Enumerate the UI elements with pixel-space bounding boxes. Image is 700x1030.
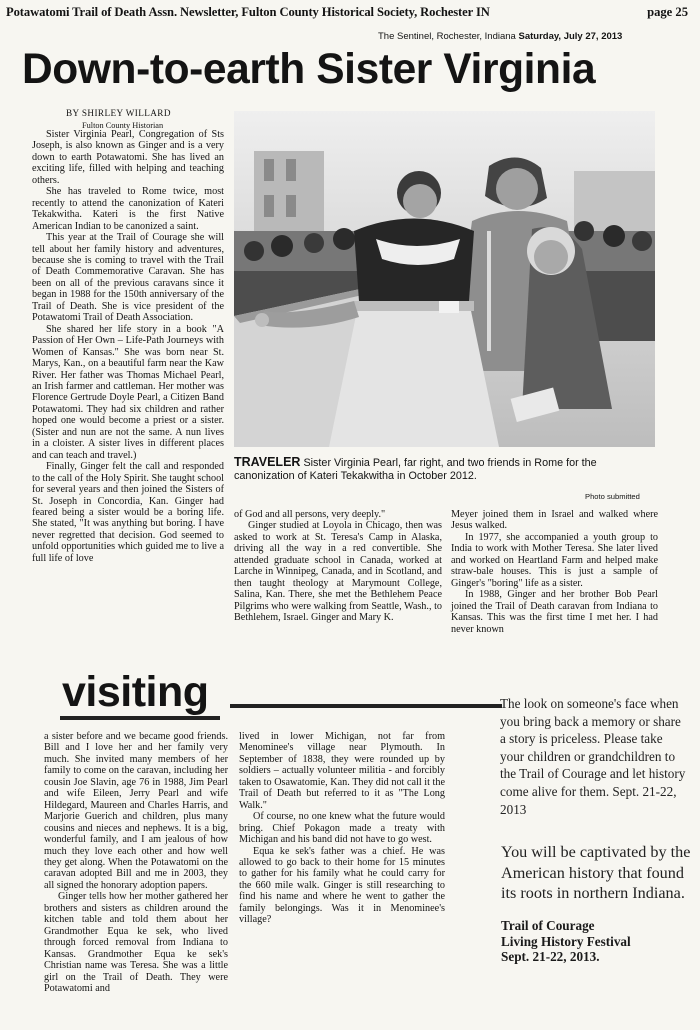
article-column-2 xyxy=(234,509,442,624)
paragraph: She has traveled to Rome twice, most recently to attend the canonization of Kateri Tekakwitha. Kateri is the first Native American Indian to be canonized a saint. xyxy=(32,186,224,232)
caption-text: Sister Virginia Pearl, far right, and two friends in Rome for the canonization of Kateri Tekakwitha in October 2012. xyxy=(234,457,597,482)
paragraph: Sister Virginia Pearl, Congregation of Sts Joseph, is also known as Ginger and is a very down to earth Potawatomi. She has lived an exciting life, filled with helping and teaching others. xyxy=(32,129,224,186)
article-column-4 xyxy=(44,731,228,994)
article-column-3 xyxy=(451,509,658,635)
paragraph: lived in lower Michigan, not far from Menominee's village near Plymouth. In September of 1838, they were rounded up by soldiers – actually volunteer militia - and forcibly taken to Osawatomie, Kan. They did not call it the Trail of Death but referred to it as "The Long Walk." xyxy=(239,731,445,811)
paragraph: Of course, no one knew what the future would bring. Chief Pokagon made a treaty with Michigan and his band did not have to go west. xyxy=(239,811,445,846)
dateline xyxy=(378,31,622,42)
jump-head: visiting xyxy=(62,668,209,716)
promo-quote: The look on someone's face when you bring back a memory or share a story is priceless. Please take your children or grandchildren to the Trail of Courage and let history come alive for them. Sept. 21-22, 2013 xyxy=(500,696,686,817)
photo-caption xyxy=(234,456,656,483)
jump-rule xyxy=(60,716,220,720)
dateline-source: The Sentinel, Rochester, Indiana xyxy=(378,31,516,42)
paragraph: Equa ke sek's father was a chief. He was allowed to go back to their home for 15 minutes to gather for his family what he could carry for the 660 mile walk. Ginger is still researching to find his name and where he went to gather the family belongings. Was it in Menominee's village? xyxy=(239,845,445,926)
paragraph: Finally, Ginger felt the call and responded to the call of the Holy Spirit. She taught school for several years and then joined the Sisters of St. Joseph in Concordia, Kan. Ginger had feared being a sister would be a boring life. She stated, "It was anything but boring. I have never regretted that decision. God seemed to unfold opportunities which guided me to live a full life of love xyxy=(32,461,224,564)
headline: Down-to-earth Sister Virginia xyxy=(22,46,596,93)
event-subtitle: Living History Festival xyxy=(501,933,631,949)
byline-role: Fulton County Historian xyxy=(82,121,164,130)
paragraph: Meyer joined them in Israel and walked where Jesus walked. xyxy=(451,509,658,532)
article-column-1 xyxy=(32,129,224,564)
event-date: Sept. 21-22, 2013. xyxy=(501,949,600,965)
photo-illustration xyxy=(234,111,655,447)
section-rule xyxy=(230,704,502,708)
newsletter-header: Potawatomi Trail of Death Assn. Newsletter, Fulton County Historical Society, Rochester IN xyxy=(6,5,490,19)
event-name: Trail of Courage xyxy=(501,918,595,933)
paragraph: This year at the Trail of Courage she will tell about her family history and adventures, because she is coming to travel with the Trail of Death Commemorative Caravan. She has been on all of the previous caravans since it began in 1988 for the 150th anniversary of the Trail of Death. She is vice president of the Potawatomi Trail of Death Association. xyxy=(32,232,224,324)
paragraph: Ginger studied at Loyola in Chicago, then was asked to work at St. Teresa's Camp in Alaska, driving all the way in a red convertible. She attended graduate school in Canada, worked at Larche in Winnipeg, Canada, and in Scotland, and then taught theology at Marymount College, Salina, Kan. There, she met the Bethlehem Peace Pilgrims who were walking from Seattle, Wash., to Bethlehem, Israel. Ginger and Mary K. xyxy=(234,520,442,624)
paragraph: of God and all persons, very deeply." xyxy=(234,509,386,520)
dateline-date: Saturday, July 27, 2013 xyxy=(518,31,623,42)
page-number: page 25 xyxy=(647,5,688,19)
byline: BY SHIRLEY WILLARD xyxy=(66,108,171,118)
article-column-5 xyxy=(239,731,445,926)
photo-sister-virginia-rome xyxy=(234,111,655,447)
paragraph: In 1988, Ginger and her brother Bob Pearl joined the Trail of Death caravan from Indiana to Kansas. This was the first time I met her. I had never known xyxy=(451,589,658,635)
promo-event xyxy=(501,918,691,965)
paragraph: Ginger tells how her mother gathered her brothers and sisters as children around the kitchen table and told them about her Grandmother Equa ke sek, who lived through forced removal from Indiana to Kansas. Grandmother Equa ke sek's Christian name was Teresa. She was a little girl on the Trail of Death. They were Potawatomi and xyxy=(44,891,228,994)
caption-lead: TRAVELER xyxy=(234,455,301,469)
promo-tagline: You will be captivated by the American history that found its roots in northern Indiana. xyxy=(501,843,691,903)
paragraph: In 1977, she accompanied a youth group to India to work with Mother Teresa. She later lived and worked on Heartland Farm and helped make straw-bale houses. This is just a sample of Ginger's "boring" life as a sister. xyxy=(451,531,658,589)
paragraph: She shared her life story in a book "A Passion of Her Own – Life-Path Journeys with Women of Kansas." She was born near St. Marys, Kan., on a beautiful farm near the Kaw River. Her father was Thomas Michael Pearl, an Irish farmer and cattleman. Her mother was Florence Gertrude Doyle Pearl, a Citizen Band Potawatomi. They had six children and rather hoped one would become a priest or a sister. (Sister and nun are not the same. A nun lives in a cloister. A sister lives in different places and can teach and travel.) xyxy=(32,323,224,461)
paragraph: a sister before and we became good friends. Bill and I love her and her family very much. She invited many members of her family to come on the caravan, including her cousin Joe Slavin, age 76 in 1988, Jim Pearl and wife Eileen, Jerry Pearl and wife Hildegard, Maureen and Charles Harris, and Marjorie Guerich and children, plus many cousins and nieces and nephews. It is a big, wonderful family, and I am jealous of how much they love each other and how well they get along. When the Potawatomi on the caravan adopted Bill and me in 2003, they all signed the honorary adoption papers. xyxy=(44,731,228,891)
photo-credit: Photo submitted xyxy=(585,492,640,501)
